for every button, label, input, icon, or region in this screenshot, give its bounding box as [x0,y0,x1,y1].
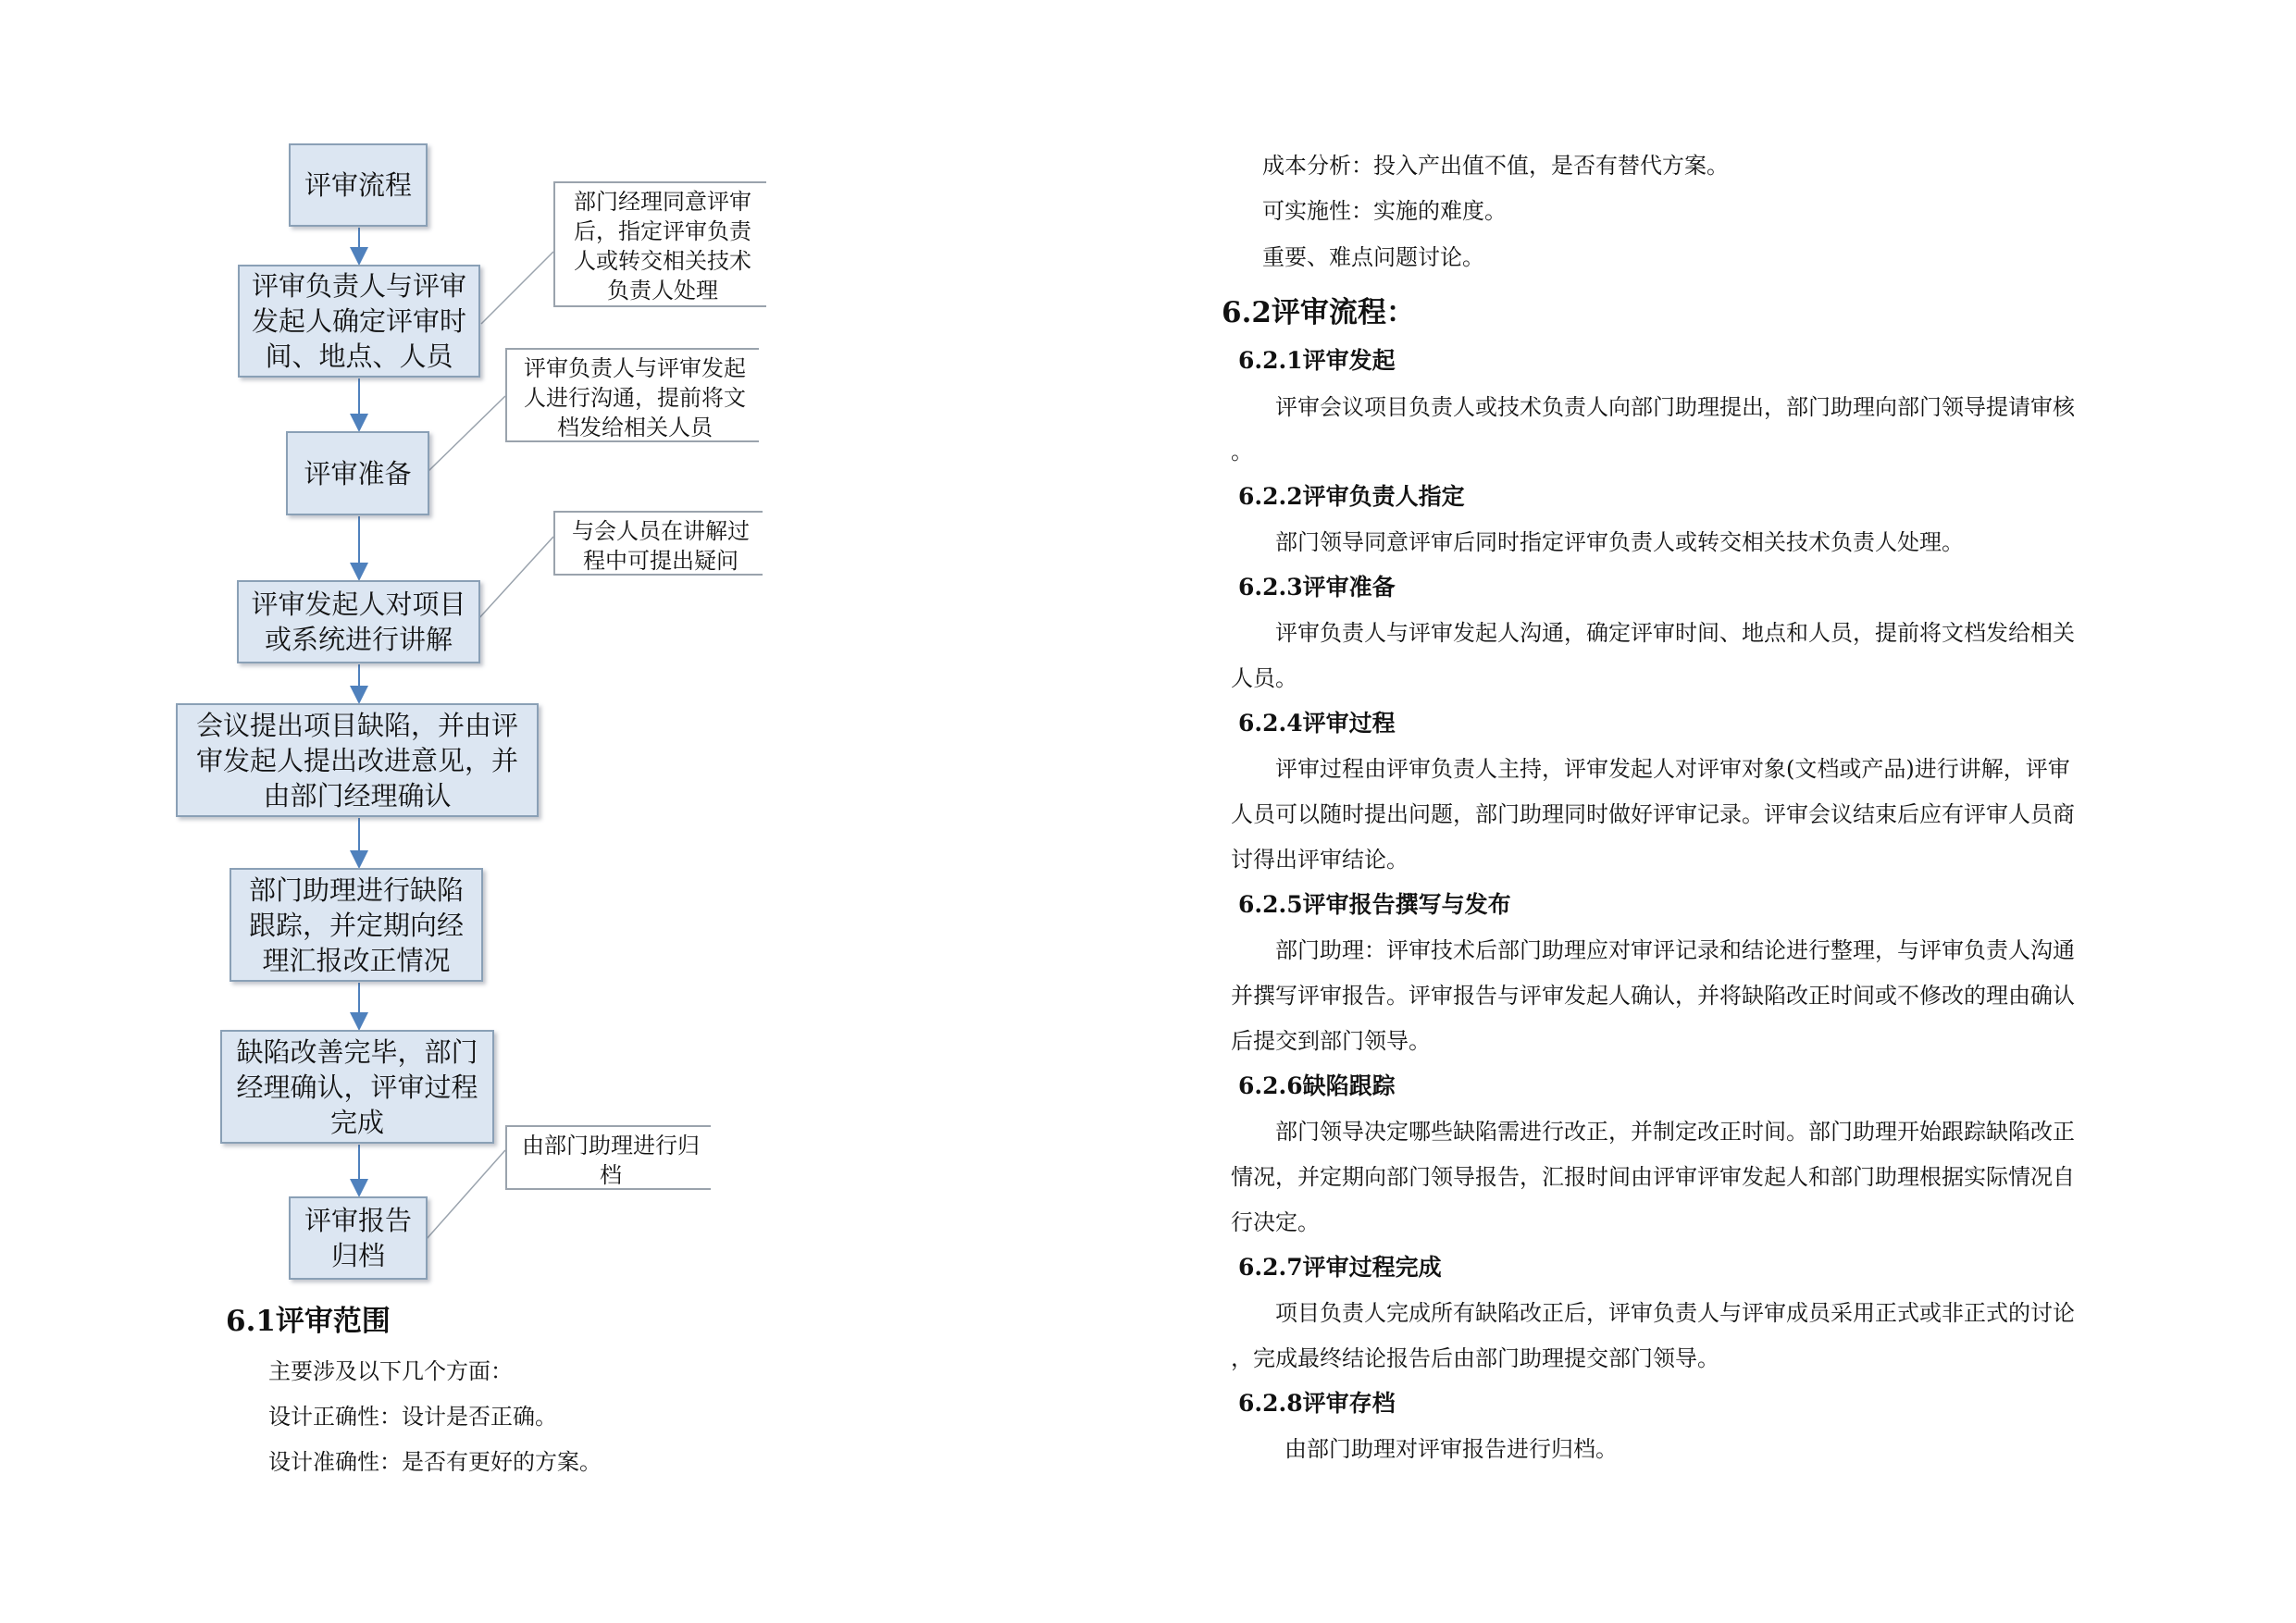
flow-step-presentation: 评审发起人对项目或系统进行讲解 [237,580,480,663]
flow-step-review-complete: 缺陷改善完毕，部门经理确认，评审过程完成 [220,1030,494,1144]
body-line: 可实施性：实施的难度。 [1262,198,1507,224]
body-line: 部门助理：评审技术后部门助理应对审评记录和结论进行整理，与评审负责人沟通 [1275,937,2075,963]
body-line: 人员。 [1231,665,1297,691]
body-line: 行决定。 [1231,1209,1320,1235]
body-line: 后提交到部门领导。 [1231,1028,1431,1054]
body-line: 评审负责人与评审发起人沟通，确定评审时间、地点和人员，提前将文档发给相关 [1275,620,2075,646]
subsection-heading: 6.2.6缺陷跟踪 [1238,1072,1396,1099]
flow-step-confirm-time-place: 评审负责人与评审发起人确定评审时间、地点、人员 [238,265,480,378]
section-heading-6-1: 6.1评审范围 [226,1305,391,1338]
body-line: 主要涉及以下几个方面： [268,1358,513,1384]
flow-step-raise-defects: 会议提出项目缺陷，并由评审发起人提出改进意见，并由部门经理确认 [176,703,539,817]
section-heading-6-2: 6.2评审流程： [1222,296,1415,329]
subsection-heading: 6.2.8评审存档 [1238,1390,1396,1417]
callout-communication: 评审负责人与评审发起人进行沟通，提前将文档发给相关人员 [505,348,759,442]
flow-step-defect-tracking: 部门助理进行缺陷跟踪，并定期向经理汇报改正情况 [230,868,483,982]
body-line: 设计正确性：设计是否正确。 [268,1404,557,1430]
flow-step-archive-report: 评审报告归档 [289,1196,428,1280]
callout-leader [428,396,505,472]
body-line: 部门领导决定哪些缺陷需进行改正，并制定改正时间。部门助理开始跟踪缺陷改正 [1275,1119,2075,1145]
body-line: 评审过程由评审负责人主持，评审发起人对评审对象(文档或产品)进行讲解，评审 [1275,756,2070,782]
body-line: 人员可以随时提出问题，部门助理同时做好评审记录。评审会议结束后应有评审人员商 [1231,801,2075,827]
callout-leader [426,1150,505,1240]
flow-step-review-preparation: 评审准备 [286,431,429,515]
body-line: 情况，并定期向部门领导报告，汇报时间由评审评审发起人和部门助理根据实际情况自 [1231,1164,2075,1190]
flow-step-review-process: 评审流程 [289,143,428,227]
body-line: 成本分析：投入产出值不值，是否有替代方案。 [1262,153,1729,179]
callout-leader [481,252,553,324]
callout-questions: 与会人员在讲解过程中可提出疑问 [553,511,763,576]
subsection-heading: 6.2.3评审准备 [1238,574,1396,601]
body-line: 设计准确性：是否有更好的方案。 [268,1449,602,1475]
subsection-heading: 6.2.5评审报告撰写与发布 [1238,891,1511,918]
body-line: 由部门助理对评审报告进行归档。 [1285,1436,1618,1462]
body-line: 。 [1231,439,1253,465]
body-line: 评审会议项目负责人或技术负责人向部门助理提出，部门助理向部门领导提请审核 [1275,394,2075,420]
callout-manager-approval: 部门经理同意评审后，指定评审负责人或转交相关技术负责人处理 [553,181,766,307]
callout-archiving: 由部门助理进行归档 [505,1125,711,1190]
body-line: 项目负责人完成所有缺陷改正后，评审负责人与评审成员采用正式或非正式的讨论 [1275,1300,2075,1326]
body-line: 部门领导同意评审后同时指定评审负责人或转交相关技术负责人处理。 [1275,529,1964,555]
body-line: 重要、难点问题讨论。 [1262,244,1484,270]
subsection-heading: 6.2.7评审过程完成 [1238,1254,1442,1281]
subsection-heading: 6.2.2评审负责人指定 [1238,483,1465,510]
subsection-heading: 6.2.4评审过程 [1238,710,1396,737]
callout-leader [478,537,553,620]
body-line: 并撰写评审报告。评审报告与评审发起人确认，并将缺陷改正时间或不修改的理由确认 [1231,983,2075,1009]
body-line: ，完成最终结论报告后由部门助理提交部门领导。 [1231,1345,1719,1371]
subsection-heading: 6.2.1评审发起 [1238,347,1396,374]
body-line: 讨得出评审结论。 [1231,847,1409,873]
